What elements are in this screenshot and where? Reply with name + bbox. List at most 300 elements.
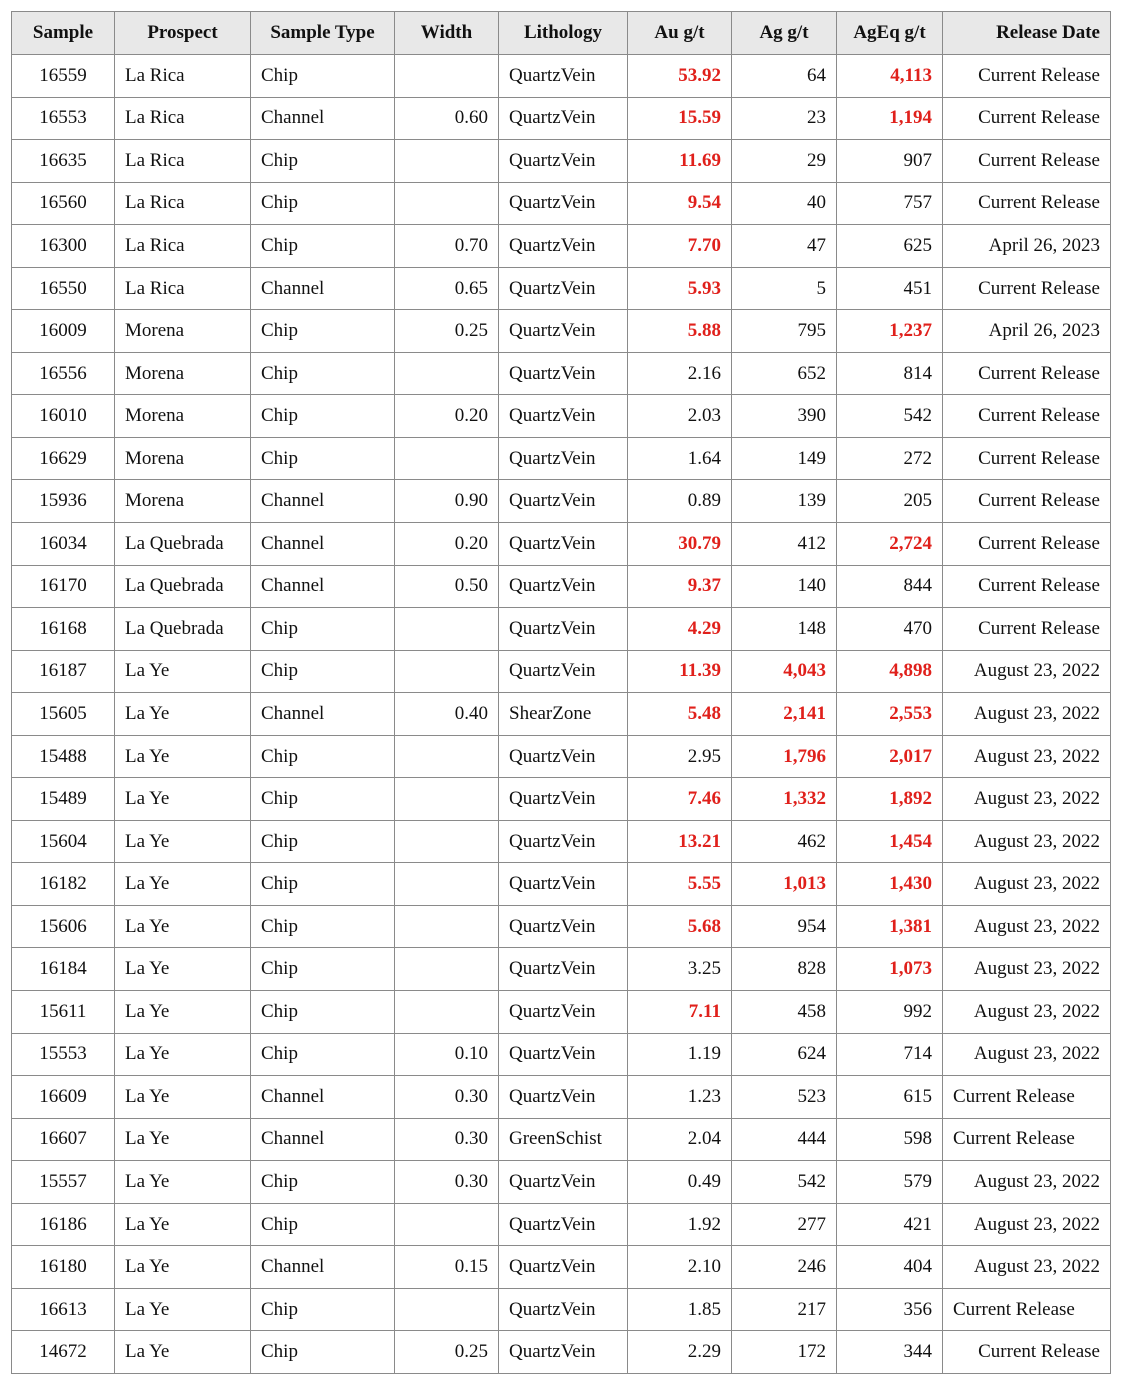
cell-prospect: La Ye <box>115 735 251 778</box>
table-row <box>12 267 1111 310</box>
cell-ageq: 4,113 <box>837 55 943 98</box>
cell-sample-type: Chip <box>251 991 395 1034</box>
cell-prospect: La Ye <box>115 693 251 736</box>
cell-sample: 16010 <box>12 395 115 438</box>
header-ageq: AgEq g/t <box>837 12 943 55</box>
cell-width <box>395 820 499 863</box>
cell-prospect: La Ye <box>115 1246 251 1289</box>
cell-prospect: La Ye <box>115 1161 251 1204</box>
cell-au: 1.64 <box>628 437 732 480</box>
header-lithology: Lithology <box>499 12 628 55</box>
cell-sample-type: Chip <box>251 1331 395 1374</box>
cell-sample-type: Chip <box>251 948 395 991</box>
cell-prospect: La Rica <box>115 225 251 268</box>
cell-prospect: Morena <box>115 352 251 395</box>
cell-width: 0.30 <box>395 1118 499 1161</box>
cell-lithology: QuartzVein <box>499 1331 628 1374</box>
cell-sample-type: Chip <box>251 352 395 395</box>
cell-ageq: 1,194 <box>837 97 943 140</box>
cell-release-date: August 23, 2022 <box>943 1246 1111 1289</box>
cell-prospect: La Ye <box>115 1033 251 1076</box>
cell-au: 9.54 <box>628 182 732 225</box>
cell-sample-type: Channel <box>251 523 395 566</box>
cell-sample-type: Chip <box>251 182 395 225</box>
cell-ageq: 272 <box>837 437 943 480</box>
table-row <box>12 1161 1111 1204</box>
cell-ageq: 814 <box>837 352 943 395</box>
cell-au: 0.89 <box>628 480 732 523</box>
table-row <box>12 565 1111 608</box>
cell-sample: 16550 <box>12 267 115 310</box>
cell-ag: 795 <box>732 310 837 353</box>
cell-sample: 16168 <box>12 608 115 651</box>
cell-release-date: August 23, 2022 <box>943 948 1111 991</box>
cell-ag: 47 <box>732 225 837 268</box>
cell-lithology: QuartzVein <box>499 1161 628 1204</box>
cell-lithology: QuartzVein <box>499 267 628 310</box>
cell-au: 2.10 <box>628 1246 732 1289</box>
cell-width: 0.20 <box>395 523 499 566</box>
cell-prospect: La Ye <box>115 1076 251 1119</box>
cell-ageq: 714 <box>837 1033 943 1076</box>
cell-release-date: August 23, 2022 <box>943 1203 1111 1246</box>
cell-au: 5.48 <box>628 693 732 736</box>
cell-width <box>395 948 499 991</box>
cell-ageq: 4,898 <box>837 650 943 693</box>
cell-release-date: Current Release <box>943 523 1111 566</box>
table-row <box>12 352 1111 395</box>
cell-ageq: 470 <box>837 608 943 651</box>
cell-lithology: QuartzVein <box>499 735 628 778</box>
cell-release-date: August 23, 2022 <box>943 991 1111 1034</box>
table-row <box>12 437 1111 480</box>
cell-release-date: August 23, 2022 <box>943 1033 1111 1076</box>
cell-sample: 15605 <box>12 693 115 736</box>
cell-ageq: 598 <box>837 1118 943 1161</box>
cell-prospect: La Ye <box>115 905 251 948</box>
cell-sample: 15611 <box>12 991 115 1034</box>
cell-width: 0.15 <box>395 1246 499 1289</box>
cell-ag: 624 <box>732 1033 837 1076</box>
cell-prospect: Morena <box>115 310 251 353</box>
cell-ag: 1,332 <box>732 778 837 821</box>
cell-width <box>395 182 499 225</box>
cell-ag: 954 <box>732 905 837 948</box>
cell-sample: 16629 <box>12 437 115 480</box>
cell-lithology: QuartzVein <box>499 437 628 480</box>
cell-width <box>395 437 499 480</box>
cell-width <box>395 352 499 395</box>
cell-release-date: Current Release <box>943 1331 1111 1374</box>
cell-ag: 277 <box>732 1203 837 1246</box>
cell-lithology: ShearZone <box>499 693 628 736</box>
cell-ag: 390 <box>732 395 837 438</box>
cell-sample: 15604 <box>12 820 115 863</box>
cell-ag: 444 <box>732 1118 837 1161</box>
cell-ag: 652 <box>732 352 837 395</box>
cell-sample-type: Channel <box>251 480 395 523</box>
cell-prospect: Morena <box>115 480 251 523</box>
cell-sample: 16635 <box>12 140 115 183</box>
cell-lithology: QuartzVein <box>499 523 628 566</box>
cell-ageq: 1,073 <box>837 948 943 991</box>
table-row <box>12 948 1111 991</box>
cell-lithology: QuartzVein <box>499 1246 628 1289</box>
cell-release-date: Current Release <box>943 1076 1111 1119</box>
cell-lithology: QuartzVein <box>499 140 628 183</box>
cell-au: 11.39 <box>628 650 732 693</box>
cell-au: 7.70 <box>628 225 732 268</box>
cell-sample-type: Chip <box>251 310 395 353</box>
header-ag: Ag g/t <box>732 12 837 55</box>
cell-sample-type: Chip <box>251 1203 395 1246</box>
cell-ageq: 1,892 <box>837 778 943 821</box>
cell-ag: 1,013 <box>732 863 837 906</box>
cell-lithology: QuartzVein <box>499 991 628 1034</box>
cell-sample-type: Chip <box>251 778 395 821</box>
cell-ag: 139 <box>732 480 837 523</box>
cell-sample: 16560 <box>12 182 115 225</box>
cell-release-date: Current Release <box>943 182 1111 225</box>
cell-sample: 16034 <box>12 523 115 566</box>
cell-width <box>395 608 499 651</box>
cell-width: 0.25 <box>395 310 499 353</box>
cell-lithology: QuartzVein <box>499 1203 628 1246</box>
table-row <box>12 778 1111 821</box>
cell-sample-type: Chip <box>251 820 395 863</box>
cell-sample-type: Chip <box>251 140 395 183</box>
table-row <box>12 820 1111 863</box>
cell-prospect: La Ye <box>115 650 251 693</box>
header-sample-type: Sample Type <box>251 12 395 55</box>
table-row <box>12 1076 1111 1119</box>
cell-lithology: QuartzVein <box>499 565 628 608</box>
cell-sample: 16170 <box>12 565 115 608</box>
cell-width: 0.30 <box>395 1076 499 1119</box>
cell-lithology: GreenSchist <box>499 1118 628 1161</box>
cell-ag: 458 <box>732 991 837 1034</box>
cell-width: 0.20 <box>395 395 499 438</box>
header-width: Width <box>395 12 499 55</box>
cell-width <box>395 905 499 948</box>
cell-sample-type: Channel <box>251 97 395 140</box>
cell-sample-type: Chip <box>251 863 395 906</box>
table-row <box>12 863 1111 906</box>
table-row <box>12 523 1111 566</box>
cell-sample: 16556 <box>12 352 115 395</box>
cell-ag: 29 <box>732 140 837 183</box>
cell-prospect: La Quebrada <box>115 565 251 608</box>
table-body <box>12 55 1111 1374</box>
table-row <box>12 608 1111 651</box>
cell-au: 7.11 <box>628 991 732 1034</box>
cell-ageq: 451 <box>837 267 943 310</box>
cell-sample: 16559 <box>12 55 115 98</box>
cell-release-date: Current Release <box>943 1118 1111 1161</box>
cell-sample-type: Channel <box>251 1118 395 1161</box>
cell-width <box>395 1203 499 1246</box>
cell-release-date: August 23, 2022 <box>943 1161 1111 1204</box>
table-row <box>12 693 1111 736</box>
cell-width <box>395 140 499 183</box>
cell-lithology: QuartzVein <box>499 863 628 906</box>
table-row <box>12 1331 1111 1374</box>
cell-ageq: 356 <box>837 1288 943 1331</box>
cell-lithology: QuartzVein <box>499 225 628 268</box>
table-row <box>12 1203 1111 1246</box>
cell-sample: 16609 <box>12 1076 115 1119</box>
cell-au: 1.92 <box>628 1203 732 1246</box>
cell-width: 0.65 <box>395 267 499 310</box>
cell-release-date: Current Release <box>943 267 1111 310</box>
table-row <box>12 225 1111 268</box>
cell-lithology: QuartzVein <box>499 182 628 225</box>
cell-release-date: August 23, 2022 <box>943 693 1111 736</box>
cell-sample-type: Chip <box>251 905 395 948</box>
table-row <box>12 1033 1111 1076</box>
cell-au: 9.37 <box>628 565 732 608</box>
cell-sample-type: Chip <box>251 650 395 693</box>
cell-lithology: QuartzVein <box>499 395 628 438</box>
cell-lithology: QuartzVein <box>499 905 628 948</box>
cell-width: 0.70 <box>395 225 499 268</box>
cell-au: 4.29 <box>628 608 732 651</box>
table-row <box>12 905 1111 948</box>
cell-release-date: Current Release <box>943 437 1111 480</box>
cell-lithology: QuartzVein <box>499 352 628 395</box>
cell-width: 0.90 <box>395 480 499 523</box>
cell-prospect: La Ye <box>115 778 251 821</box>
cell-sample-type: Channel <box>251 267 395 310</box>
table-row <box>12 991 1111 1034</box>
cell-lithology: QuartzVein <box>499 608 628 651</box>
cell-au: 13.21 <box>628 820 732 863</box>
cell-au: 3.25 <box>628 948 732 991</box>
cell-prospect: La Ye <box>115 991 251 1034</box>
table-row <box>12 1288 1111 1331</box>
header-release-date: Release Date <box>943 12 1111 55</box>
cell-sample: 15936 <box>12 480 115 523</box>
cell-sample-type: Chip <box>251 735 395 778</box>
cell-lithology: QuartzVein <box>499 55 628 98</box>
cell-au: 2.04 <box>628 1118 732 1161</box>
cell-sample-type: Channel <box>251 693 395 736</box>
cell-release-date: August 23, 2022 <box>943 905 1111 948</box>
cell-prospect: La Ye <box>115 1288 251 1331</box>
cell-ag: 64 <box>732 55 837 98</box>
cell-lithology: QuartzVein <box>499 1288 628 1331</box>
cell-ag: 2,141 <box>732 693 837 736</box>
cell-width: 0.10 <box>395 1033 499 1076</box>
cell-prospect: La Rica <box>115 267 251 310</box>
cell-au: 1.23 <box>628 1076 732 1119</box>
header-sample: Sample <box>12 12 115 55</box>
cell-sample-type: Channel <box>251 1076 395 1119</box>
cell-ag: 523 <box>732 1076 837 1119</box>
cell-sample: 16300 <box>12 225 115 268</box>
cell-sample: 16553 <box>12 97 115 140</box>
cell-prospect: Morena <box>115 395 251 438</box>
cell-prospect: La Quebrada <box>115 523 251 566</box>
cell-prospect: La Rica <box>115 55 251 98</box>
cell-lithology: QuartzVein <box>499 650 628 693</box>
cell-au: 11.69 <box>628 140 732 183</box>
cell-sample: 15488 <box>12 735 115 778</box>
cell-ageq: 992 <box>837 991 943 1034</box>
cell-au: 2.95 <box>628 735 732 778</box>
cell-lithology: QuartzVein <box>499 1033 628 1076</box>
cell-ageq: 1,454 <box>837 820 943 863</box>
cell-sample-type: Chip <box>251 395 395 438</box>
cell-lithology: QuartzVein <box>499 480 628 523</box>
cell-prospect: La Ye <box>115 1118 251 1161</box>
cell-sample: 16186 <box>12 1203 115 1246</box>
cell-lithology: QuartzVein <box>499 778 628 821</box>
cell-ageq: 615 <box>837 1076 943 1119</box>
cell-ageq: 844 <box>837 565 943 608</box>
cell-ageq: 2,724 <box>837 523 943 566</box>
cell-ag: 217 <box>732 1288 837 1331</box>
cell-sample-type: Chip <box>251 1161 395 1204</box>
cell-sample: 16182 <box>12 863 115 906</box>
table-row <box>12 140 1111 183</box>
cell-au: 2.03 <box>628 395 732 438</box>
cell-release-date: Current Release <box>943 1288 1111 1331</box>
cell-release-date: Current Release <box>943 55 1111 98</box>
cell-ag: 40 <box>732 182 837 225</box>
table-row <box>12 480 1111 523</box>
cell-ageq: 1,381 <box>837 905 943 948</box>
assay-results-table <box>11 11 1111 1374</box>
cell-au: 15.59 <box>628 97 732 140</box>
cell-width <box>395 650 499 693</box>
cell-sample: 15553 <box>12 1033 115 1076</box>
cell-width <box>395 1288 499 1331</box>
cell-au: 7.46 <box>628 778 732 821</box>
cell-ag: 412 <box>732 523 837 566</box>
cell-sample: 16180 <box>12 1246 115 1289</box>
table-row <box>12 650 1111 693</box>
cell-ag: 462 <box>732 820 837 863</box>
cell-lithology: QuartzVein <box>499 948 628 991</box>
cell-prospect: Morena <box>115 437 251 480</box>
cell-ageq: 625 <box>837 225 943 268</box>
cell-release-date: August 23, 2022 <box>943 863 1111 906</box>
assay-results-table-container <box>11 11 1111 1374</box>
cell-sample: 16607 <box>12 1118 115 1161</box>
cell-au: 30.79 <box>628 523 732 566</box>
cell-sample-type: Chip <box>251 1033 395 1076</box>
cell-prospect: La Ye <box>115 948 251 991</box>
cell-sample: 14672 <box>12 1331 115 1374</box>
cell-sample: 16187 <box>12 650 115 693</box>
cell-release-date: April 26, 2023 <box>943 225 1111 268</box>
cell-sample-type: Chip <box>251 225 395 268</box>
table-header-row <box>12 12 1111 55</box>
cell-release-date: August 23, 2022 <box>943 735 1111 778</box>
cell-ag: 172 <box>732 1331 837 1374</box>
cell-sample: 16009 <box>12 310 115 353</box>
cell-sample: 15557 <box>12 1161 115 1204</box>
cell-release-date: Current Release <box>943 608 1111 651</box>
cell-release-date: Current Release <box>943 480 1111 523</box>
cell-ageq: 205 <box>837 480 943 523</box>
cell-ag: 23 <box>732 97 837 140</box>
cell-sample-type: Channel <box>251 1246 395 1289</box>
cell-ageq: 2,553 <box>837 693 943 736</box>
cell-lithology: QuartzVein <box>499 97 628 140</box>
cell-release-date: August 23, 2022 <box>943 650 1111 693</box>
cell-release-date: Current Release <box>943 395 1111 438</box>
cell-width <box>395 778 499 821</box>
cell-prospect: La Rica <box>115 140 251 183</box>
header-au: Au g/t <box>628 12 732 55</box>
cell-prospect: La Ye <box>115 820 251 863</box>
cell-ag: 149 <box>732 437 837 480</box>
cell-ageq: 757 <box>837 182 943 225</box>
cell-sample: 15489 <box>12 778 115 821</box>
cell-au: 5.55 <box>628 863 732 906</box>
cell-au: 5.88 <box>628 310 732 353</box>
cell-ag: 148 <box>732 608 837 651</box>
cell-release-date: August 23, 2022 <box>943 778 1111 821</box>
cell-width: 0.40 <box>395 693 499 736</box>
cell-lithology: QuartzVein <box>499 310 628 353</box>
cell-sample-type: Channel <box>251 565 395 608</box>
cell-sample-type: Chip <box>251 1288 395 1331</box>
cell-prospect: La Ye <box>115 863 251 906</box>
cell-prospect: La Rica <box>115 97 251 140</box>
cell-lithology: QuartzVein <box>499 820 628 863</box>
cell-ageq: 344 <box>837 1331 943 1374</box>
cell-width <box>395 991 499 1034</box>
cell-au: 2.29 <box>628 1331 732 1374</box>
cell-width: 0.30 <box>395 1161 499 1204</box>
cell-width: 0.50 <box>395 565 499 608</box>
cell-sample: 16184 <box>12 948 115 991</box>
table-row <box>12 97 1111 140</box>
cell-ageq: 579 <box>837 1161 943 1204</box>
cell-ag: 5 <box>732 267 837 310</box>
cell-au: 1.19 <box>628 1033 732 1076</box>
cell-au: 2.16 <box>628 352 732 395</box>
table-row <box>12 1246 1111 1289</box>
cell-prospect: La Rica <box>115 182 251 225</box>
cell-width <box>395 863 499 906</box>
cell-ag: 4,043 <box>732 650 837 693</box>
cell-ageq: 421 <box>837 1203 943 1246</box>
cell-sample: 16613 <box>12 1288 115 1331</box>
cell-release-date: Current Release <box>943 352 1111 395</box>
table-row <box>12 182 1111 225</box>
cell-width: 0.25 <box>395 1331 499 1374</box>
cell-au: 5.93 <box>628 267 732 310</box>
cell-ageq: 404 <box>837 1246 943 1289</box>
cell-au: 0.49 <box>628 1161 732 1204</box>
cell-ageq: 2,017 <box>837 735 943 778</box>
cell-release-date: April 26, 2023 <box>943 310 1111 353</box>
table-row <box>12 395 1111 438</box>
cell-ag: 246 <box>732 1246 837 1289</box>
cell-ag: 140 <box>732 565 837 608</box>
table-row <box>12 1118 1111 1161</box>
header-prospect: Prospect <box>115 12 251 55</box>
cell-release-date: August 23, 2022 <box>943 820 1111 863</box>
cell-ageq: 907 <box>837 140 943 183</box>
cell-au: 1.85 <box>628 1288 732 1331</box>
cell-sample-type: Chip <box>251 55 395 98</box>
cell-ag: 542 <box>732 1161 837 1204</box>
